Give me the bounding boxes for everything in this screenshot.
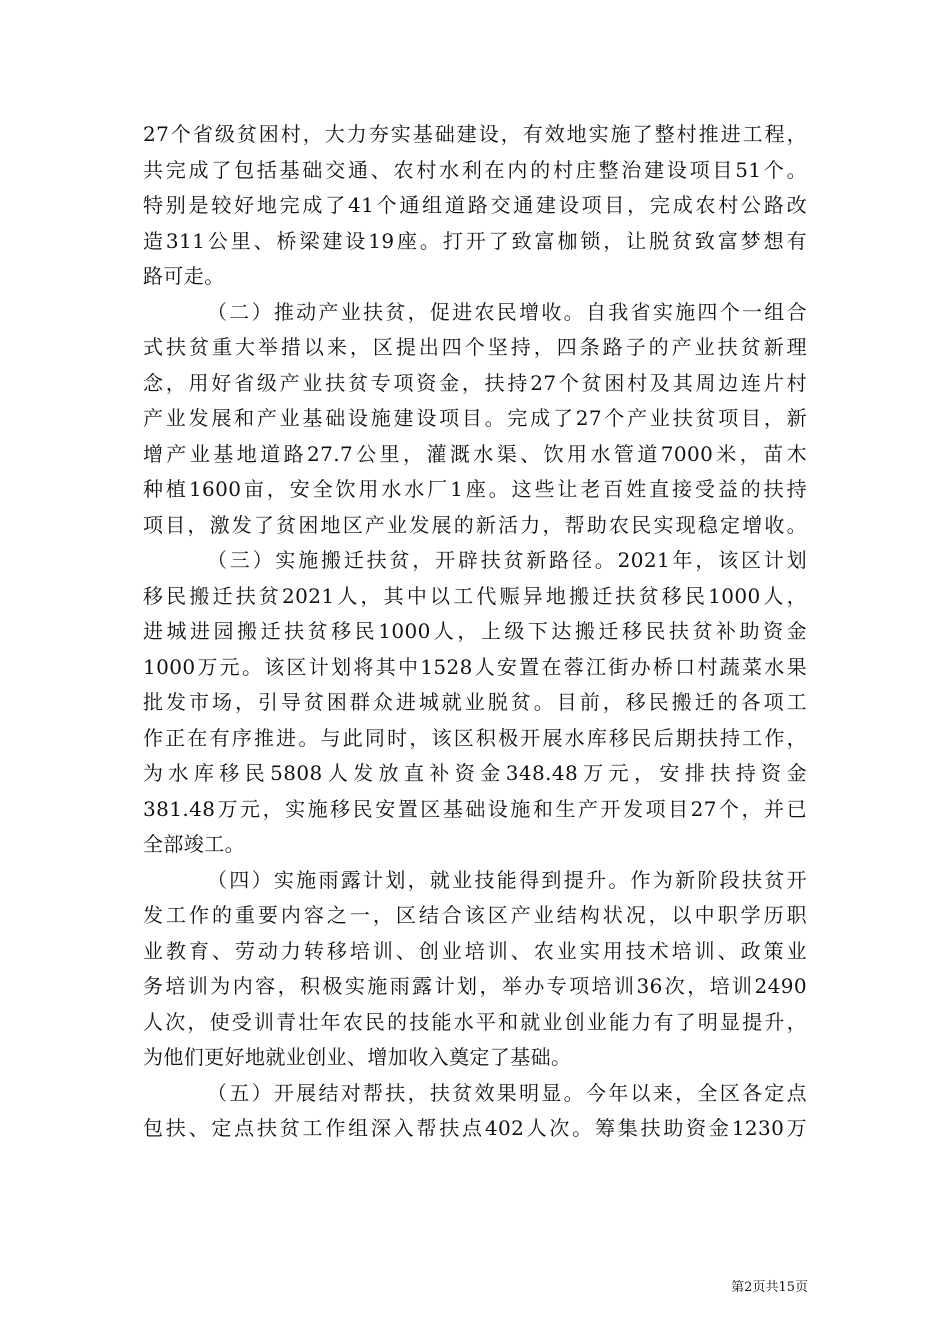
text-line: （二）推动产业扶贫，促进农民增收。自我省实施四个一组合 xyxy=(207,299,807,324)
text-line: 进城进园搬迁扶贫移民1000人，上级下达搬迁移民扶贫补助资金 xyxy=(143,619,807,643)
text-line: 务培训为内容，积极实施雨露计划，举办专项培训36次，培训2490 xyxy=(143,974,807,998)
text-line: 发工作的重要内容之一，区结合该区产业结构状况，以中职学历职 xyxy=(143,903,807,927)
text-line: 路可走。 xyxy=(143,264,225,288)
text-line: 业教育、劳动力转移培训、创业培训、农业实用技术培训、政策业 xyxy=(143,938,807,963)
text-line: 增产业基地道路27.7公里，灌溉水渠、饮用水管道7000米，苗木 xyxy=(143,441,807,466)
document-body xyxy=(143,117,807,1147)
text-line: （五）开展结对帮扶，扶贫效果明显。今年以来，全区各定点 xyxy=(207,1080,807,1105)
text-line: 移民搬迁扶贫2021人，其中以工代赈异地搬迁扶贫移民1000人， xyxy=(143,583,807,608)
text-line: 包扶、定点扶贫工作组深入帮扶点402人次。筹集扶助资金1230万 xyxy=(143,1116,807,1140)
text-line: 产业发展和产业基础设施建设项目。完成了27个产业扶贫项目，新 xyxy=(143,406,807,430)
paragraph-4 xyxy=(143,863,807,1076)
paragraph-5 xyxy=(143,1076,807,1147)
page-number: 第2页共15页 xyxy=(731,1280,808,1295)
text-line: 作正在有序推进。与此同时，该区积极开展水库移民后期扶持工作， xyxy=(143,725,807,750)
text-line: 1000万元。该区计划将其中1528人安置在蓉江街办桥口村蔬菜水果 xyxy=(143,654,807,679)
text-line: 为他们更好地就业创业、增加收入奠定了基础。 xyxy=(143,1045,572,1069)
paragraph-2 xyxy=(143,295,807,544)
text-line: 共完成了包括基础交通、农村水利在内的村庄整治建设项目51个。 xyxy=(143,157,807,182)
text-line: （三）实施搬迁扶贫，开辟扶贫新路径。2021年，该区计划 xyxy=(207,548,807,572)
text-line: 式扶贫重大举措以来，区提出四个坚持，四条路子的产业扶贫新理 xyxy=(143,335,807,359)
text-line: 种植1600亩，安全饮用水水厂1座。这些让老百姓直接受益的扶持 xyxy=(143,477,807,501)
text-line: 381.48万元，实施移民安置区基础设施和生产开发项目27个，并已 xyxy=(143,796,807,821)
paragraph-3 xyxy=(143,543,807,863)
text-line: 念，用好省级产业扶贫专项资金，扶持27个贫困村及其周边连片村 xyxy=(143,370,807,395)
text-line: 全部竣工。 xyxy=(143,832,245,856)
text-line: 批发市场，引导贫困群众进城就业脱贫。目前，移民搬迁的各项工 xyxy=(143,690,807,714)
paragraph-1 xyxy=(143,117,807,295)
text-line: 为水库移民5808人发放直补资金348.48万元，安排扶持资金 xyxy=(143,761,807,785)
text-line: 项目，激发了贫困地区产业发展的新活力，帮助农民实现稳定增收。 xyxy=(143,512,807,537)
text-line: 造311公里、桥梁建设19座。打开了致富枷锁，让脱贫致富梦想有 xyxy=(143,228,807,253)
text-line: （四）实施雨露计划，就业技能得到提升。作为新阶段扶贫开 xyxy=(207,867,807,892)
text-line: 人次，使受训青壮年农民的技能水平和就业创业能力有了明显提升， xyxy=(143,1009,807,1034)
text-line: 特别是较好地完成了41个通组道路交通建设项目，完成农村公路改 xyxy=(143,193,807,217)
text-line: 27个省级贫困村，大力夯实基础建设，有效地实施了整村推进工程， xyxy=(143,122,807,146)
